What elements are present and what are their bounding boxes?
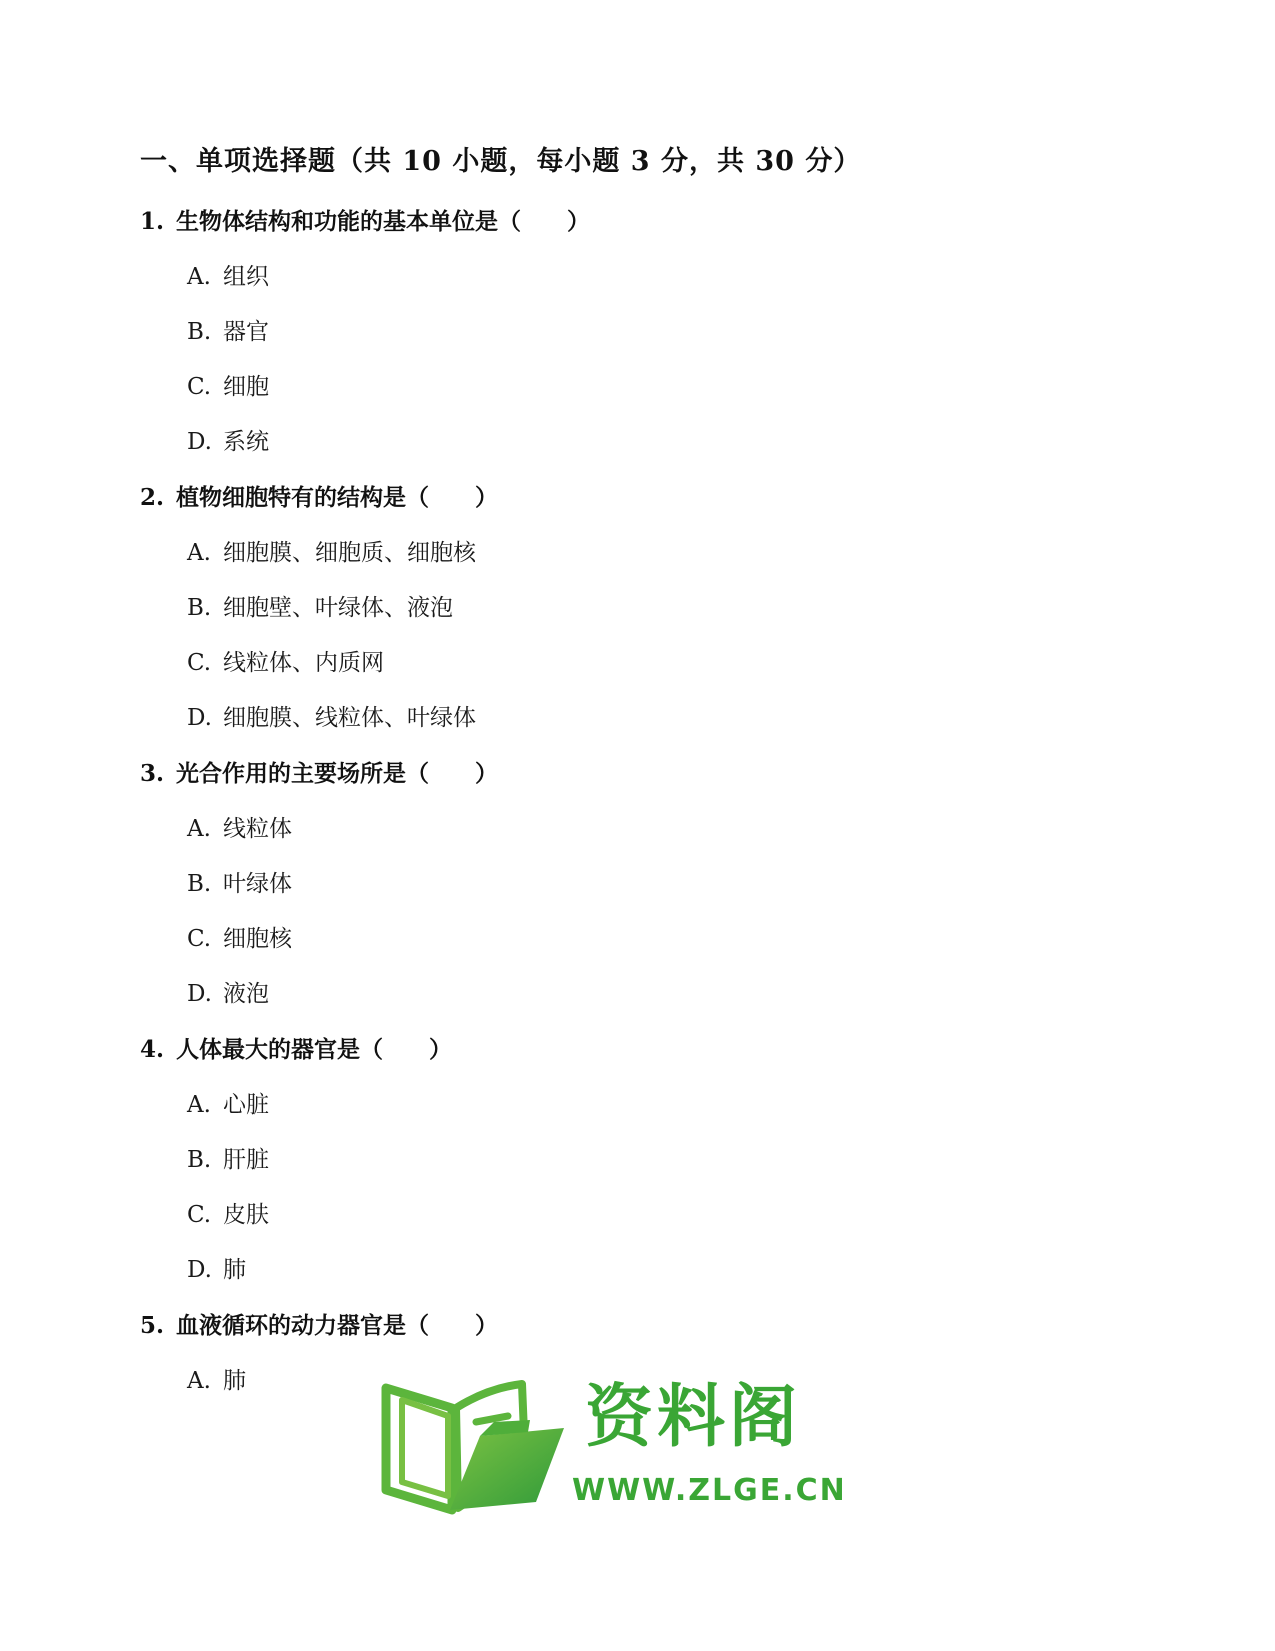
watermark-name: 资料阁: [585, 1378, 802, 1457]
option-text: 细胞核: [223, 926, 292, 952]
question-4-option-b: [187, 1141, 269, 1174]
option-letter: A.: [187, 540, 211, 566]
question-1-option-c: [187, 368, 269, 401]
question-number: 3.: [140, 760, 165, 787]
question-4-option-c: [187, 1196, 269, 1229]
option-letter: C.: [187, 650, 212, 676]
option-letter: B.: [187, 595, 212, 621]
option-text: 组织: [223, 264, 269, 290]
option-letter: D.: [187, 981, 212, 1007]
option-letter: C.: [187, 1202, 212, 1228]
option-text: 细胞壁、叶绿体、液泡: [223, 595, 453, 621]
question-4: [140, 1031, 452, 1064]
option-text: 细胞膜、细胞质、细胞核: [223, 540, 476, 566]
option-letter: B.: [187, 871, 212, 897]
question-3-option-c: [187, 920, 292, 953]
question-number: 2.: [140, 484, 165, 511]
question-5: [140, 1307, 498, 1340]
question-3-option-b: [187, 865, 292, 898]
question-4-option-a: [187, 1086, 269, 1119]
question-3-option-a: [187, 810, 292, 843]
question-text: 植物细胞特有的结构是（ ）: [176, 484, 498, 511]
question-1-option-d: [187, 423, 269, 456]
option-letter: C.: [187, 374, 212, 400]
option-letter: D.: [187, 429, 212, 455]
option-letter: D.: [187, 705, 212, 731]
option-text: 肝脏: [223, 1147, 269, 1173]
open-book-logo-icon: [380, 1378, 570, 1520]
option-text: 肺: [223, 1257, 246, 1283]
question-4-option-d: [187, 1251, 246, 1284]
question-number: 1.: [140, 208, 165, 235]
question-1: [140, 203, 590, 236]
option-text: 皮肤: [223, 1202, 269, 1228]
option-letter: A.: [187, 264, 211, 290]
option-text: 系统: [223, 429, 269, 455]
question-1-option-a: [187, 258, 269, 291]
option-letter: A.: [187, 1092, 211, 1118]
question-3-option-d: [187, 975, 269, 1008]
option-text: 肺: [223, 1368, 246, 1394]
question-text: 光合作用的主要场所是（ ）: [176, 760, 498, 787]
option-text: 液泡: [223, 981, 269, 1007]
option-text: 细胞膜、线粒体、叶绿体: [223, 705, 476, 731]
question-2: [140, 479, 498, 512]
option-text: 心脏: [223, 1092, 269, 1118]
option-text: 线粒体: [223, 816, 292, 842]
question-3: [140, 755, 498, 788]
question-2-option-d: [187, 699, 476, 732]
option-text: 线粒体、内质网: [223, 650, 384, 676]
watermark-url: WWW.ZLGE.CN: [572, 1473, 847, 1508]
question-1-option-b: [187, 313, 269, 346]
question-2-option-c: [187, 644, 384, 677]
option-text: 叶绿体: [223, 871, 292, 897]
option-text: 器官: [223, 319, 269, 345]
watermark-logo: [380, 1378, 847, 1520]
question-5-option-a: [187, 1362, 246, 1395]
question-2-option-a: [187, 534, 476, 567]
option-letter: D.: [187, 1257, 212, 1283]
question-number: 5.: [140, 1312, 165, 1339]
option-letter: C.: [187, 926, 212, 952]
question-text: 生物体结构和功能的基本单位是（ ）: [176, 208, 590, 235]
question-number: 4.: [140, 1036, 165, 1063]
option-letter: A.: [187, 816, 211, 842]
question-text: 血液循环的动力器官是（ ）: [176, 1312, 498, 1339]
option-letter: A.: [187, 1368, 211, 1394]
option-letter: B.: [187, 1147, 212, 1173]
question-2-option-b: [187, 589, 453, 622]
option-letter: B.: [187, 319, 212, 345]
option-text: 细胞: [223, 374, 269, 400]
section-title: 一、单项选择题（共 10 小题，每小题 3 分，共 30 分）: [140, 146, 862, 177]
question-text: 人体最大的器官是（ ）: [176, 1036, 452, 1063]
